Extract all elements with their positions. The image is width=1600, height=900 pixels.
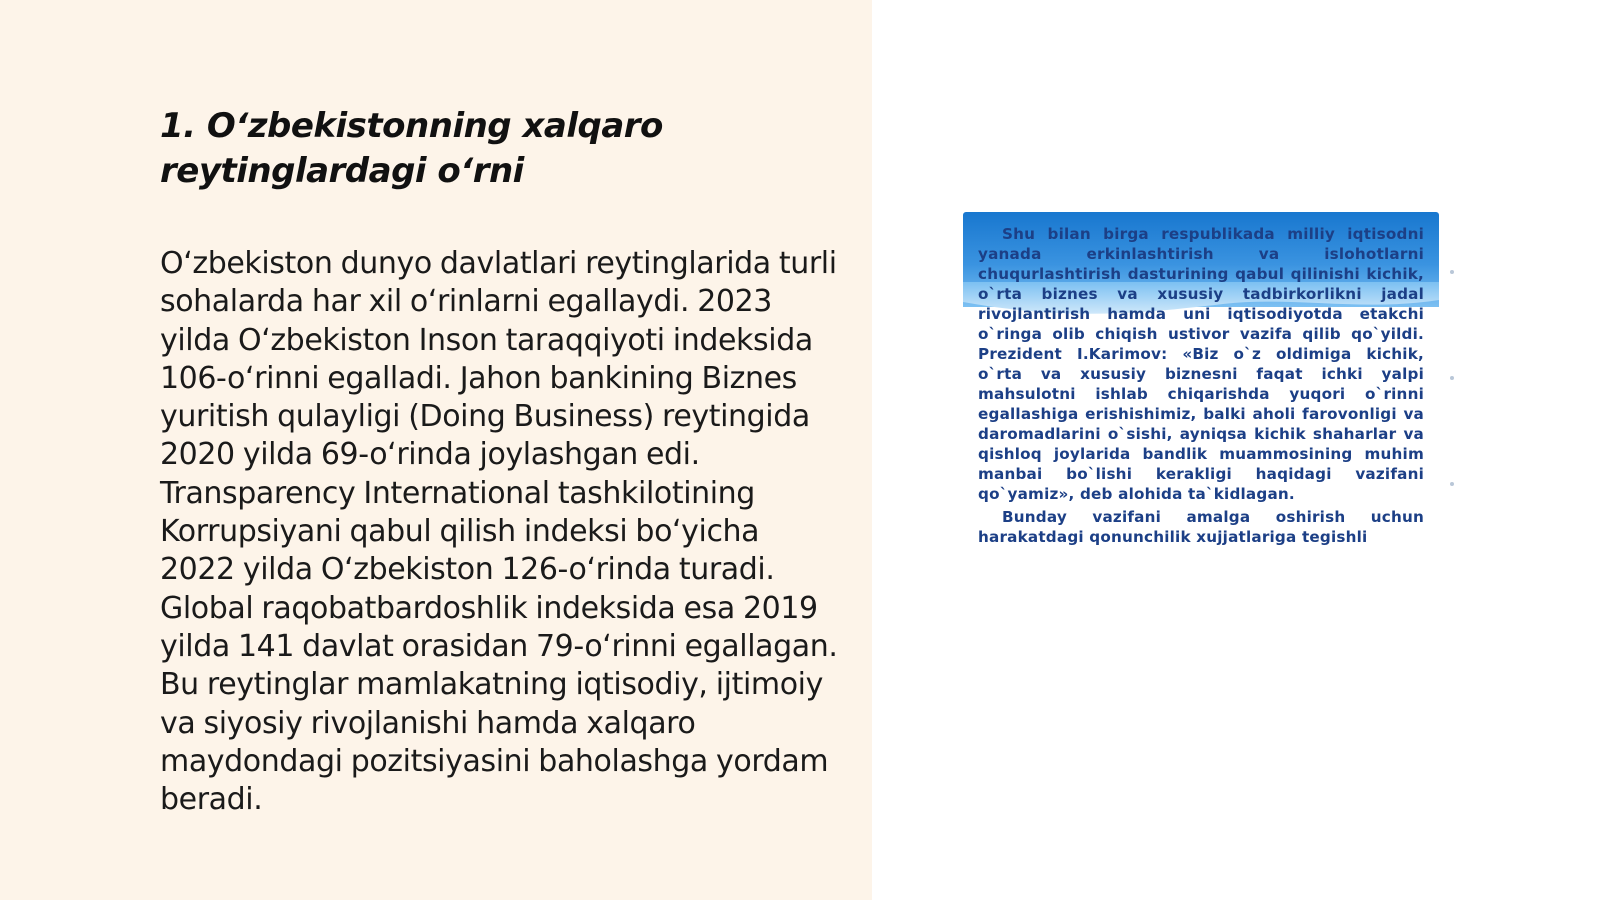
scan-dot: [1450, 376, 1454, 380]
document-paragraph-1: Shu bilan birga respublikada milliy iqtisodni yanada erkinlashtirish va islohotlarni chuqurlashtirish dasturining qabul qilinishi kichik, o`rta biznes va xususiy tadbirkorlikni jadal rivojlantirish hamda uni iqtisodiyotda etakchi o`ringa olib chiqish ustivor vazifa qilib qo`yildi. Prezident I.Karimov: «Biz o`z oldimiga kichik, o`rta va xususiy biznesni faqat ichki yalpi mahsulotni ishlab chiqarishda yuqori o`rinni egallashiga erishishimiz, balki aholi farovonligi va daromadlarini o`sishi, ayniqsa kichik shaharlar va qishloq joylarida bandlik muammosining muhim manbai bo`lishi kerakligi haqidagi vazifani qo`yamiz», deb alohida ta`kidlagan.: [978, 225, 1424, 503]
document-fade: [963, 546, 1439, 572]
document-paragraph-2: Bunday vazifani amalga oshirish uchun harakatdagi qonunchilik xujjatlariga tegishli: [978, 508, 1424, 546]
scan-dot: [1450, 270, 1454, 274]
slide-title: 1. O‘zbekistonning xalqaro reytinglardagi o‘rni: [160, 106, 663, 191]
document-scan-image: [963, 212, 1439, 572]
slide-body-text: O‘zbekiston dunyo davlatlari reytinglarida turli sohalarda har xil o‘rinlarni egallaydi. 2023 yilda O‘zbekiston Inson taraqqiyoti indeksida 106-o‘rinni egalladi. Jahon bankining Biznes yuritish qulayligi (Doing Business) reytingida 2020 yilda 69-o‘rinda joylashgan edi. Transparency International tashkilotining Korrupsiyani qabul qilish indeksi bo‘yicha 2022 yilda O‘zbekiston 126-o‘rinda turadi. Global raqobatbardoshlik indeksida esa 2019 yilda 141 davlat orasidan 79-o‘rinni egallagan. Bu reytinglar mamlakatning iqtisodiy, ijtimoiy va siyosiy rivojlanishi hamda xalqaro maydondagi pozitsiyasini baholashga yordam beradi.: [160, 246, 838, 818]
document-text: [978, 224, 1424, 550]
scan-dot: [1450, 482, 1454, 486]
